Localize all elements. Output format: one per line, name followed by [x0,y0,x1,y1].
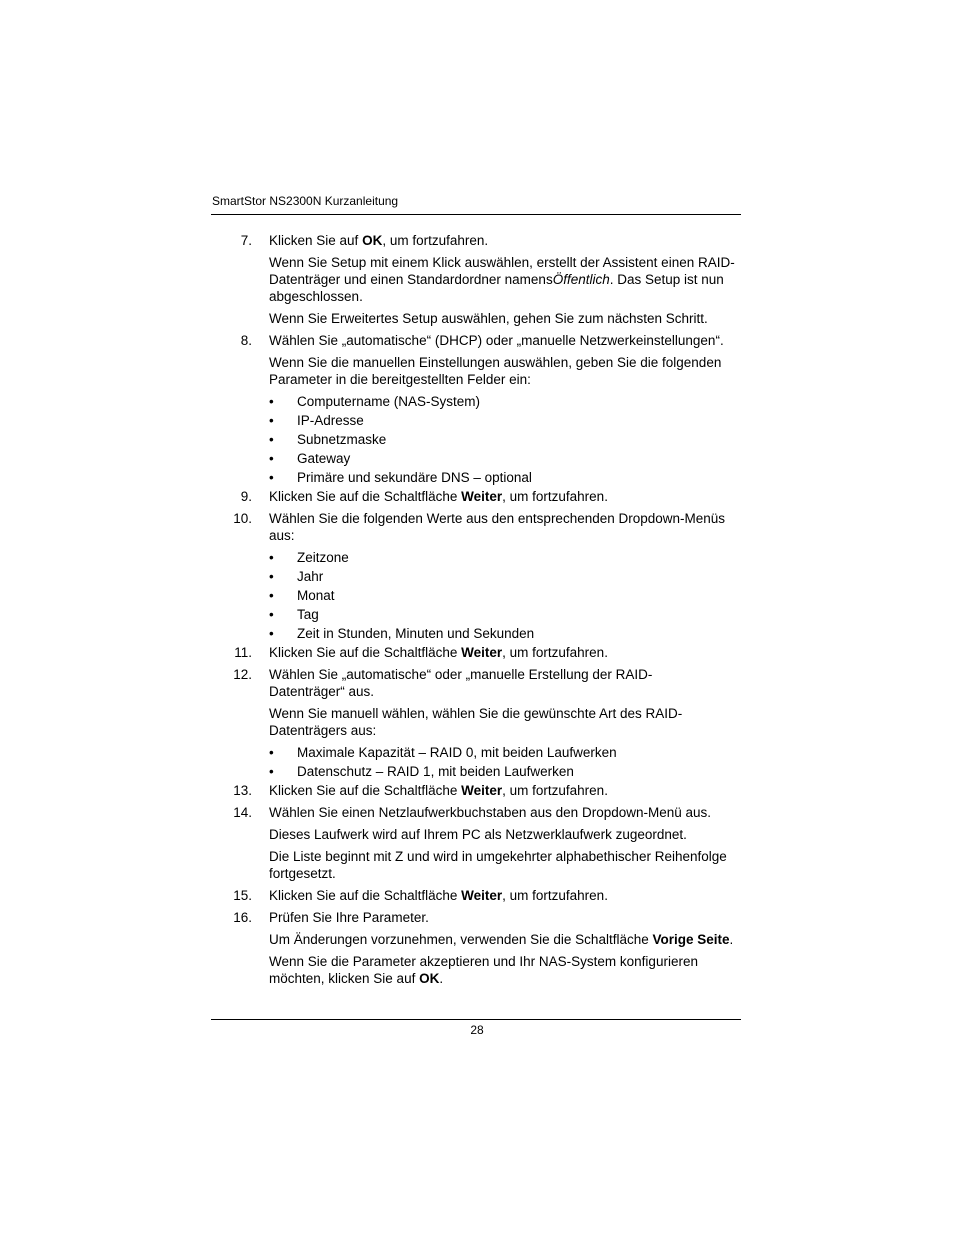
list-item [269,549,752,566]
step-text [269,488,752,505]
step-number: 11. [234,645,252,660]
list-item-text: Jahr [297,569,324,584]
ok-label: OK [362,233,383,248]
step-8 [212,332,752,349]
list-item-text: Zeitzone [297,550,349,565]
step-16 [212,909,752,926]
list-item-text: Tag [297,607,319,622]
paragraph [212,953,752,987]
step-14 [212,804,752,821]
bullet-list [212,549,752,642]
weiter-label: Weiter [461,888,503,903]
step-text [269,666,752,700]
step-text [269,782,752,799]
paragraph-text: Wenn Sie Setup mit einem Klick auswählen, erstellt der Assistent einen RAID-Datenträger und einen Standardordner namens [269,255,735,287]
bullet-dot: • [269,745,274,760]
bullet-dot: • [269,413,274,428]
list-item [269,625,752,642]
step-number: 14. [233,805,252,820]
ok-label: OK [419,971,440,986]
step-11 [212,644,752,661]
paragraph: Wenn Sie Erweitertes Setup auswählen, gehen Sie zum nächsten Schritt. [269,311,708,326]
step-10 [212,510,752,544]
header-rule [211,214,741,215]
step-text-part: Klicken Sie auf [269,233,363,248]
vorige-seite-label: Vorige Seite [652,932,730,947]
list-item-text: Computername (NAS-System) [297,394,481,409]
bullet-dot: • [269,607,274,622]
paragraph [212,705,752,739]
weiter-label: Weiter [461,489,503,504]
paragraph: Wenn Sie die manuellen Einstellungen auswählen, geben Sie die folgenden Parameter in die bereitgestellten Felder ein: [269,355,722,387]
list-item [269,606,752,623]
paragraph-text: Wenn Sie die Parameter akzeptieren und Ihr NAS-System konfigurieren möchten, klicken Sie auf [269,954,698,986]
step-number: 7. [240,233,252,248]
bullet-dot: • [269,764,274,779]
list-item-text: Primäre und sekundäre DNS – optional [297,470,532,485]
paragraph-line: Datenträgers aus: [269,723,377,738]
bullet-dot: • [269,451,274,466]
step-text-part: Klicken Sie auf die Schaltfläche [269,489,462,504]
bullet-list [212,744,752,780]
step-number: 13. [233,783,252,798]
step-text-line: Datenträger“ aus. [269,684,375,699]
list-item-text: Maximale Kapazität – RAID 0, mit beiden Laufwerken [297,745,617,760]
step-text: Wählen Sie einen Netzlaufwerkbuchstaben aus den Dropdown-Menü aus. [269,805,712,820]
paragraph [212,931,752,948]
step-15 [212,887,752,904]
step-text-part: , um fortzufahren. [502,489,608,504]
step-number: 16. [233,910,252,925]
step-text [269,644,752,661]
step-12 [212,666,752,700]
list-item [269,587,752,604]
bullet-list [212,393,752,486]
step-number: 10. [233,511,252,526]
step-text [269,887,752,904]
list-item [269,568,752,585]
bullet-dot: • [269,588,274,603]
paragraph [212,254,752,305]
step-text-part: , um fortzufahren. [502,783,608,798]
step-text: Prüfen Sie Ihre Parameter. [269,910,429,925]
paragraph-text: Um Änderungen vorzunehmen, verwenden Sie die Schaltfläche [269,932,653,947]
paragraph-text: . Das Setup ist nun abgeschlossen. [269,272,724,304]
step-text-part: Klicken Sie auf die Schaltfläche [269,645,462,660]
step-text-part: Klicken Sie auf die Schaltfläche [269,783,462,798]
list-item [269,469,752,486]
bullet-dot: • [269,626,274,641]
step-13 [212,782,752,799]
step-number: 12. [233,667,252,682]
page-number: 28 [470,1023,484,1037]
folder-name: Öffentlich [552,272,610,287]
footer-rule [211,1019,741,1020]
step-9 [212,488,752,505]
step-text-line: Wählen Sie „automatische“ oder „manuelle Erstellung der RAID- [269,667,653,682]
bullet-dot: • [269,394,274,409]
instructions-body [212,232,752,992]
header-title: SmartStor NS2300N Kurzanleitung [212,194,399,208]
step-text-part: , um fortzufahren. [502,888,608,903]
list-item-text: Datenschutz – RAID 1, mit beiden Laufwerken [297,764,574,779]
bullet-dot: • [269,470,274,485]
weiter-label: Weiter [461,783,503,798]
list-item [269,412,752,429]
bullet-dot: • [269,550,274,565]
list-item [269,763,752,780]
list-item-text: Monat [297,588,335,603]
step-text-part: , um fortzufahren. [382,233,489,248]
list-item-text: Zeit in Stunden, Minuten und Sekunden [297,626,535,641]
step-number: 8. [240,333,252,348]
step-text [269,232,752,249]
paragraph: Die Liste beginnt mit Z und wird in umgekehrter alphabethischer Reihenfolge fortgesetzt. [269,849,727,881]
paragraph: Dieses Laufwerk wird auf Ihrem PC als Netzwerklaufwerk zugeordnet. [269,827,687,842]
list-item [269,744,752,761]
weiter-label: Weiter [461,645,503,660]
paragraph-text: . [439,971,444,986]
bullet-dot: • [269,432,274,447]
step-text-part: , um fortzufahren. [502,645,608,660]
step-number: 15. [233,888,252,903]
list-item [269,393,752,410]
list-item [269,450,752,467]
list-item [269,431,752,448]
step-text: Wählen Sie „automatische“ (DHCP) oder „manuelle Netzwerkeinstellungen“. [269,333,724,348]
bullet-dot: • [269,569,274,584]
list-item-text: IP-Adresse [297,413,364,428]
step-7 [212,232,752,249]
paragraph-text: . [729,932,734,947]
step-text: Wählen Sie die folgenden Werte aus den entsprechenden Dropdown-Menüs aus: [269,511,726,543]
paragraph-line: Wenn Sie manuell wählen, wählen Sie die gewünschte Art des RAID- [269,706,683,721]
step-text-part: Klicken Sie auf die Schaltfläche [269,888,462,903]
step-number: 9. [240,489,252,504]
list-item-text: Gateway [297,451,351,466]
list-item-text: Subnetzmaske [297,432,387,447]
